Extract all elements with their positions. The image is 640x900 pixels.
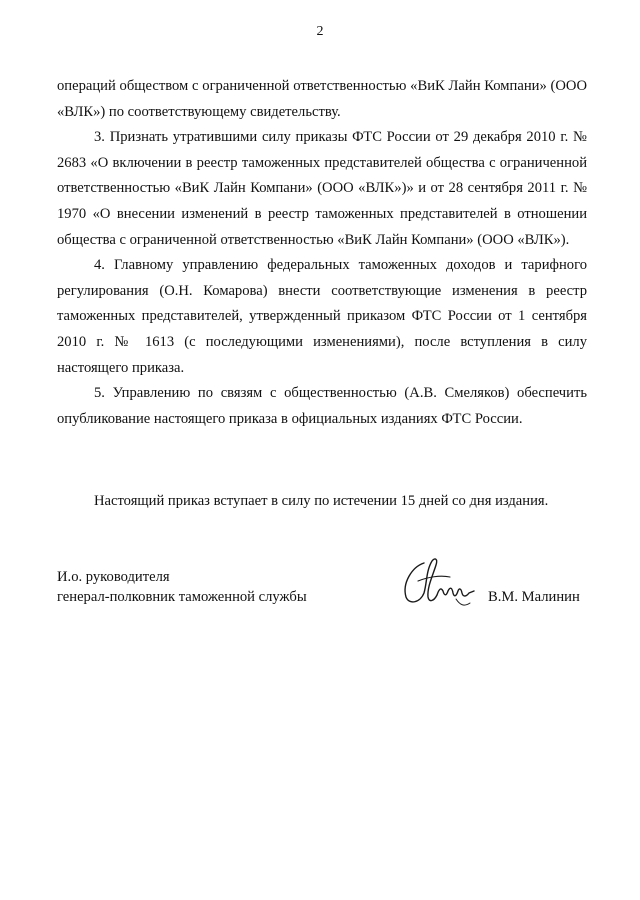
- military-rank: генерал-полковник таможенной службы: [57, 589, 307, 605]
- paragraph-item-5: 5. Управлению по связям с общественностью (А.В. Смеляков) обеспечить опубликование настоящего приказа в официальных изданиях ФТС России.: [57, 385, 587, 427]
- paragraph-item-3: 3. Признать утратившими силу приказы ФТС России от 29 декабря 2010 г. № 2683 «О включении в реестр таможенных представителей общества с ограниченной ответственностью «ВиК Лайн Компани» (ООО «ВЛК»)» и от 28 сентября 2011 г. № 1970 «О внесении изменений в реестр таможенных представителей в отношении общества с ограниченной ответственностью «ВиК Лайн Компани» (ООО «ВЛК»).: [57, 129, 587, 248]
- handwritten-signature: [394, 553, 486, 615]
- position-title: И.о. руководителя: [57, 569, 170, 585]
- page-number: 2: [316, 24, 324, 39]
- effective-date-note: Настоящий приказ вступает в силу по истечении 15 дней со дня издания.: [94, 493, 549, 509]
- paragraph-item-4: 4. Главному управлению федеральных таможенных доходов и тарифного регулирования (О.Н. Комарова) внести соответствующие изменения в реестр таможенных представителей, утвержденный приказом ФТС России от 1 сентября 2010 г. № 1613 (с последующими изменениями), после вступления в силу настоящего приказа.: [57, 257, 587, 376]
- order-body: [57, 74, 587, 432]
- paragraph-continuation: операций обществом с ограниченной ответственностью «ВиК Лайн Компани» (ООО «ВЛК») по соответствующему свидетельству.: [57, 78, 587, 120]
- signatory-name: В.М. Малинин: [488, 589, 580, 605]
